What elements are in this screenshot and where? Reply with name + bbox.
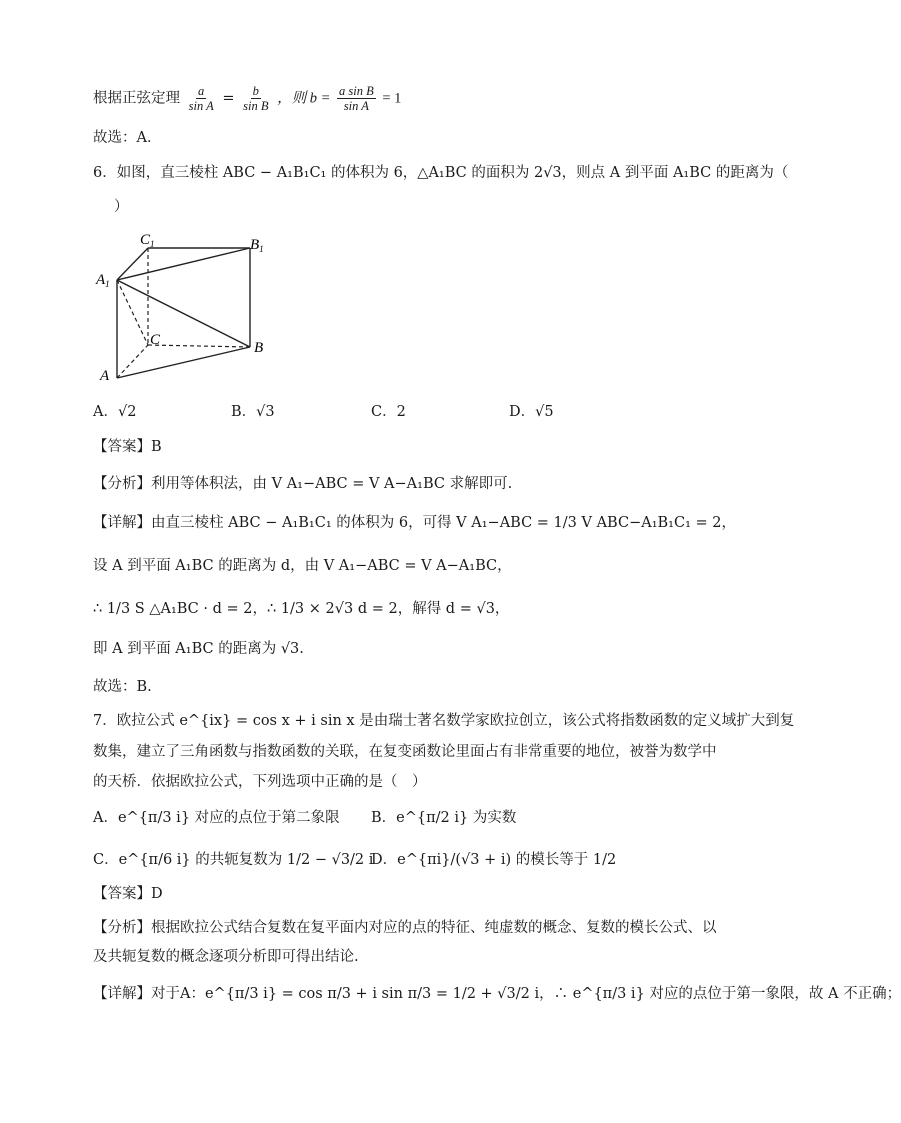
- q6-detail-line1: 【详解】由直三棱柱 ABC − A₁B₁C₁ 的体积为 6，可得 V A₁−ABC = 1/3 V ABC−A₁B₁C₁ = 2，: [93, 515, 736, 531]
- q7-stem-line2: 数集，建立了三角函数与指数函数的关联，在复变函数论里面占有非常重要的地位，被誉为数学中: [93, 744, 717, 760]
- q6-detail-line3: ∴ 1/3 S △A₁BC · d = 2，∴ 1/3 × 2√3 d = 2，解得 d = √3，: [93, 601, 510, 617]
- q6-stem-line2: ）: [114, 199, 129, 215]
- label-C1: $C_1$: [140, 232, 155, 249]
- q6-option-d: D．√5: [509, 404, 554, 420]
- q6-option-b: B．√3: [231, 404, 275, 420]
- q7-stem-line1: 7．欧拉公式 e^{ix} = cos x + i sin x 是由瑞士著名数学家欧拉创立，该公式将指数函数的定义域扩大到复: [93, 713, 795, 729]
- q7-analysis-line2: 及共轭复数的概念逐项分析即可得出结论.: [93, 949, 359, 965]
- q7-option-b: B．e^{π/2 i} 为实数: [371, 810, 517, 826]
- label-C: C: [150, 332, 161, 348]
- label-B1: $B_1$: [250, 237, 264, 254]
- q7-analysis-line1: 【分析】根据欧拉公式结合复数在复平面内对应的点的特征、纯虚数的概念、复数的模长公式、以: [93, 920, 717, 936]
- q7-option-a: A．e^{π/3 i} 对应的点位于第二象限: [93, 810, 340, 826]
- q6-option-a: A．√2: [93, 404, 137, 420]
- q7-stem-line3: 的天桥．依据欧拉公式，下列选项中正确的是（ ）: [93, 774, 427, 790]
- label-B: B: [254, 340, 264, 356]
- q6-detail-line2: 设 A 到平面 A₁BC 的距离为 d，由 V A₁−ABC = V A−A₁BC，: [93, 558, 512, 574]
- q6-analysis: 【分析】利用等体积法，由 V A₁−ABC = V A−A₁BC 求解即可.: [93, 476, 513, 492]
- q6-option-c: C．2: [371, 404, 406, 420]
- q6-choice: 故选：B.: [93, 679, 152, 695]
- q7-answer: 【答案】D: [93, 886, 163, 902]
- label-A1: $A_1$: [96, 272, 110, 289]
- label-A: A: [100, 368, 110, 384]
- q6-answer: 【答案】B: [93, 439, 162, 455]
- sine-rule-line: 根据正弦定理 $\frac{a}{\text{sin A}}$ = $\frac{b}{\text{sin B}}$ ，则 b = $\frac{\text{a sin B}}{\text{sin A}}$ = 1: [93, 84, 402, 113]
- q6-stem-line1: 6．如图，直三棱柱 ABC − A₁B₁C₁ 的体积为 6，△A₁BC 的面积为 2√3，则点 A 到平面 A₁BC 的距离为（: [93, 165, 789, 181]
- q7-option-c: C．e^{π/6 i} 的共轭复数为 1/2 − √3/2 i: [93, 852, 374, 868]
- choice-text: 故选：A．: [93, 130, 162, 146]
- prism-figure: [92, 228, 282, 388]
- q7-detail-line1: 【详解】对于A：e^{π/3 i} = cos π/3 + i sin π/3 = 1/2 + √3/2 i，∴ e^{π/3 i} 对应的点位于第一象限，故 A 不正确；: [93, 986, 901, 1002]
- q7-option-d: D．e^{πi}/(√3 + i) 的模长等于 1/2: [371, 852, 617, 868]
- q6-detail-line4: 即 A 到平面 A₁BC 的距离为 √3.: [93, 641, 304, 657]
